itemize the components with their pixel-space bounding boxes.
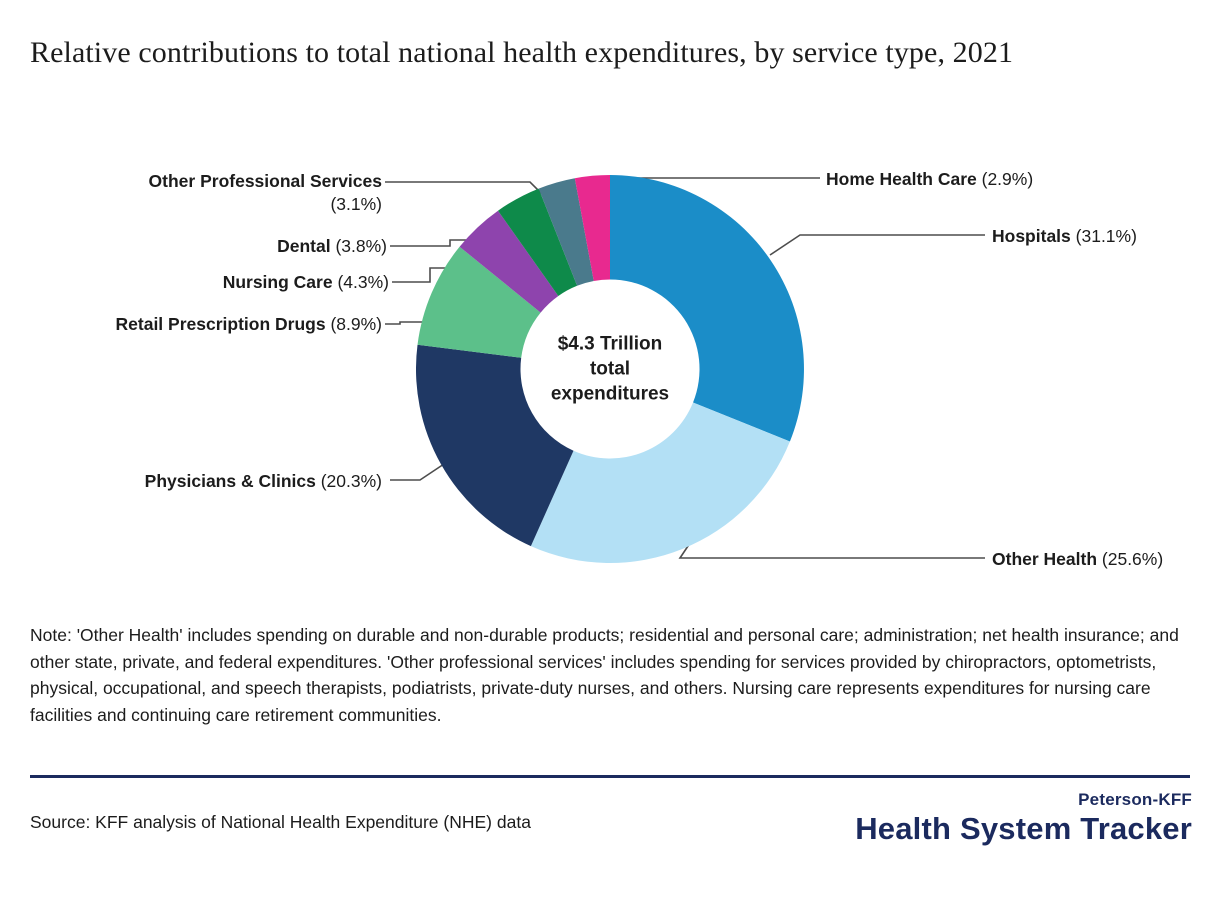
logo	[855, 790, 1192, 847]
logo-main-text: Health System Tracker	[855, 811, 1192, 846]
chart-area	[0, 150, 1220, 610]
label-retail-prescription-drugs	[30, 313, 382, 336]
label-home-health-care-name: Home Health Care	[826, 169, 977, 189]
center-label-line1: $4.3 Trillion	[557, 333, 663, 355]
slice-hospitals[interactable]	[610, 175, 804, 442]
label-hospitals-pct: (31.1%)	[1075, 226, 1137, 246]
source-text: Source: KFF analysis of National Health Expenditure (NHE) data	[30, 812, 531, 832]
label-dental	[60, 235, 387, 258]
donut-svg	[416, 175, 804, 563]
label-home-health-care-pct: (2.9%)	[981, 169, 1034, 189]
logo-top-text: Peterson-KFF	[1078, 790, 1192, 809]
label-retail-prescription-drugs-pct: (8.9%)	[330, 314, 382, 334]
label-physicians-clinics-name: Physicians & Clinics	[144, 471, 316, 491]
label-physicians-clinics	[60, 470, 382, 493]
label-nursing-care	[60, 271, 389, 294]
page-title: Relative contributions to total national health expenditures, by service type, 2021	[30, 36, 1014, 69]
label-other-professional-services	[62, 170, 382, 216]
label-other-professional-services-name: Other Professional Services	[148, 171, 382, 191]
label-hospitals-name: Hospitals	[992, 226, 1071, 246]
label-nursing-care-pct: (4.3%)	[337, 272, 389, 292]
donut-chart	[416, 175, 804, 563]
slice-other-health[interactable]	[531, 402, 790, 563]
label-other-health-name: Other Health	[992, 549, 1098, 569]
label-nursing-care-name: Nursing Care	[222, 272, 333, 292]
chart-note: Note: 'Other Health' includes spending on durable and non-durable products; residential and personal care; administration; net health insurance; and other state, private, and federal expenditures. 'Other professional services' includes spending for services provided by chiropractors, optometrists, physical, occupational, and speech therapists, podiatrists, private-duty nurses, and others. Nursing care represents expenditures for nursing care facilities and continuing care retirement communities.	[30, 625, 1179, 725]
center-label-line2: total	[589, 358, 631, 380]
label-other-health-pct: (25.6%)	[1101, 549, 1164, 569]
label-home-health-care	[826, 168, 1033, 191]
label-physicians-clinics-pct: (20.3%)	[320, 471, 382, 491]
label-retail-prescription-drugs-name: Retail Prescription Drugs	[115, 314, 326, 334]
footer-divider	[30, 775, 1190, 778]
label-hospitals	[992, 225, 1137, 248]
center-label-line3: expenditures	[550, 383, 670, 405]
label-dental-pct: (3.8%)	[335, 236, 387, 256]
label-other-health	[992, 548, 1163, 571]
label-dental-name: Dental	[277, 236, 331, 256]
label-other-professional-services-pct: (3.1%)	[330, 193, 382, 214]
